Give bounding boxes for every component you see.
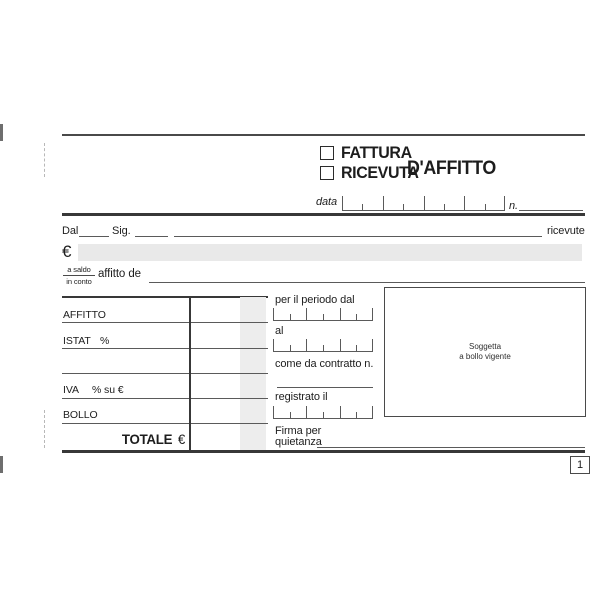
period-from-comb-field[interactable] — [273, 308, 373, 321]
period-to-label: al — [275, 325, 284, 337]
dal-label: Dal — [62, 225, 79, 237]
signature-label-line2: quietanza — [275, 436, 322, 448]
registered-comb-field[interactable] — [273, 406, 373, 419]
row-label-iva: IVA — [63, 384, 79, 396]
contract-label: come da contratto n. — [275, 358, 374, 370]
row-label-bollo: BOLLO — [63, 409, 98, 421]
row-label-affitto: AFFITTO — [63, 309, 106, 321]
amount-shaded-field[interactable] — [78, 244, 582, 261]
fattura-label: FATTURA — [341, 143, 412, 162]
row-extra-iva: % su € — [92, 384, 124, 396]
edge-registration-mark — [0, 124, 3, 141]
stamp-text-line2: a bollo vigente — [459, 352, 511, 361]
dal-input-line[interactable] — [79, 236, 109, 237]
saldo-conto-selector[interactable] — [63, 265, 95, 286]
in-conto-label: in conto — [66, 277, 92, 286]
affitto-de-label: affitto de — [98, 268, 141, 280]
period-to-comb-field[interactable] — [273, 339, 373, 352]
stamp-text-line1: Soggetta — [468, 342, 502, 351]
table-value-cell-iva[interactable] — [191, 374, 239, 397]
perforation-dash — [44, 143, 45, 177]
signature-line[interactable] — [317, 447, 585, 448]
date-comb-field[interactable] — [342, 196, 505, 211]
ricevuta-label: RICEVUTA — [341, 163, 419, 182]
bottom-rule — [62, 450, 585, 453]
a-saldo-label: a saldo — [63, 265, 95, 276]
contract-number-line[interactable] — [277, 387, 373, 388]
page-number: 1 — [576, 459, 584, 471]
number-input-line[interactable] — [519, 210, 583, 211]
ricevute-label: ricevute — [547, 225, 585, 237]
affitto-de-input-line[interactable] — [149, 282, 585, 283]
table-value-cell-blank[interactable] — [191, 349, 239, 372]
edge-registration-mark — [0, 456, 3, 473]
form-title: D'AFFITTO — [407, 158, 496, 179]
registered-label: registrato il — [275, 391, 328, 403]
sig-label: Sig. — [112, 225, 131, 237]
period-from-label: per il periodo dal — [275, 294, 355, 306]
table-value-cell-istat[interactable] — [191, 323, 239, 347]
row-extra-istat: % — [100, 335, 110, 347]
page-number-badge — [570, 456, 590, 474]
euro-symbol: € — [62, 242, 72, 261]
totale-label: TOTALE — [121, 431, 173, 447]
table-value-cell-totale[interactable] — [191, 424, 239, 449]
totale-euro-symbol: € — [177, 431, 185, 447]
ricevuta-checkbox[interactable] — [320, 166, 334, 180]
table-value-cell-affitto[interactable] — [191, 298, 239, 321]
stamp-box — [384, 287, 586, 417]
signature-label-line1: Firma per — [275, 425, 322, 437]
total-row — [90, 431, 185, 447]
top-rule — [62, 134, 585, 136]
row-label-istat: ISTAT — [63, 335, 91, 347]
fattura-checkbox[interactable] — [320, 146, 334, 160]
sig-input-line[interactable] — [135, 236, 168, 237]
recipient-name-line[interactable] — [174, 236, 542, 237]
number-label: n. — [509, 200, 518, 212]
table-value-cell-bollo[interactable] — [191, 399, 239, 422]
perforation-dash — [44, 410, 45, 448]
header-rule — [62, 213, 585, 216]
date-label: data — [316, 196, 338, 208]
